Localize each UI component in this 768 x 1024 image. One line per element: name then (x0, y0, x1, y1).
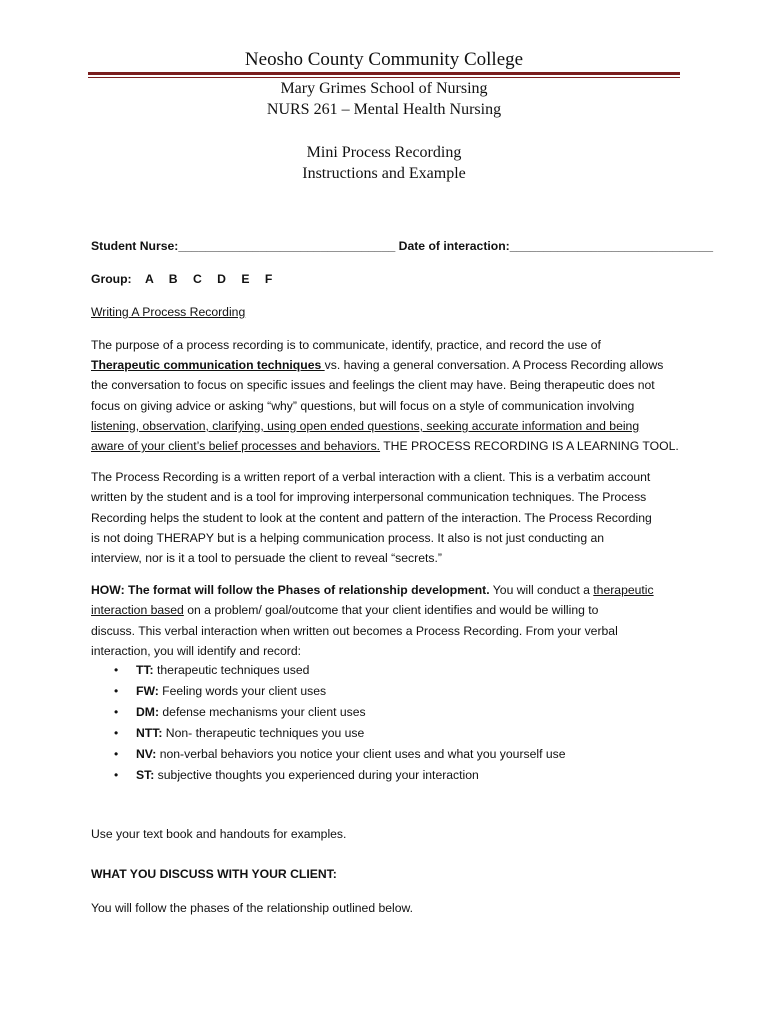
bullet-icon: • (114, 726, 119, 740)
group-option-d[interactable]: D (217, 272, 226, 286)
p5-text: You will follow the phases of the relationship outlined below. (91, 901, 414, 915)
p1-line-1: The purpose of a process recording is to communicate, identify, practice, and record the use of (91, 338, 601, 352)
list-item (91, 744, 691, 765)
list-item-abbr: NTT: (136, 726, 163, 740)
p1-line-6-underlined: aware of your client’s belief processes and behaviors. (91, 439, 381, 453)
list-item-text: Non- therapeutic techniques you use (162, 726, 365, 740)
bullet-icon: • (114, 684, 119, 698)
group-field (91, 269, 691, 290)
p2-line-2: written by the student and is a tool for improving interpersonal communication techniques. The Process (91, 490, 647, 504)
p1-line-6-rest: THE PROCESS RECORDING IS A LEARNING TOOL. (380, 439, 679, 453)
p1-line-2-rest: vs. having a general conversation. A Process Recording allows (324, 358, 664, 372)
list-item-abbr: DM: (136, 705, 160, 719)
p1-line-6 (91, 436, 691, 457)
list-item-text: defense mechanisms your client uses (159, 705, 366, 719)
p4-text: Use your text book and handouts for examples. (91, 827, 347, 841)
record-items-list (91, 660, 691, 786)
course-name: NURS 261 – Mental Health Nursing (266, 101, 502, 118)
student-nurse-blank[interactable]: ________________________________ (178, 239, 396, 253)
section-heading: Writing A Process Recording (91, 305, 246, 319)
p3-line-2 (91, 600, 691, 621)
school-name: Mary Grimes School of Nursing (280, 80, 488, 97)
list-item-text: Feeling words your client uses (158, 684, 327, 698)
student-nurse-field (91, 236, 714, 257)
group-option-e[interactable]: E (241, 272, 250, 286)
student-nurse-label: Student Nurse: (91, 239, 179, 253)
bullet-icon: • (114, 663, 119, 677)
list-item-text: subjective thoughts you experienced during your interaction (154, 768, 479, 782)
list-item (91, 681, 691, 702)
doc-title: Mini Process Recording (306, 144, 462, 161)
p2-line-5: interview, nor is it a tool to persuade the client to reveal “secrets.” (91, 551, 442, 565)
p3-how-heading: HOW: The format will follow the Phases of relationship development. (91, 583, 490, 597)
p3-line-4: interaction, you will identify and record: (91, 644, 302, 658)
p3-line-3: discuss. This verbal interaction when written out becomes a Process Recording. From your verbal (91, 624, 618, 638)
bullet-icon: • (114, 747, 119, 761)
list-item (91, 723, 691, 744)
group-option-f[interactable]: F (264, 272, 273, 286)
discuss-heading: WHAT YOU DISCUSS WITH YOUR CLIENT: (91, 867, 337, 881)
list-item (91, 660, 691, 681)
date-blank[interactable]: ______________________________ (509, 239, 714, 253)
p3-line-1-rest: You will conduct a (489, 583, 594, 597)
list-item (91, 702, 691, 723)
p1-line-3: the conversation to focus on specific issues and feelings the client may have. Being therapeutic does not (91, 378, 655, 392)
p1-line-5: listening, observation, clarifying, using open ended questions, seeking accurate information and being (91, 419, 640, 433)
group-option-b[interactable]: B (168, 272, 178, 286)
p3-line-2-rest: on a problem/ goal/outcome that your client identifies and would be willing to (183, 603, 599, 617)
group-option-c[interactable]: C (192, 272, 202, 286)
p1-emphasis-techniques: Therapeutic communication techniques (91, 358, 325, 372)
list-item-abbr: FW: (136, 684, 159, 698)
list-item-abbr: NV: (136, 747, 157, 761)
p2-line-3: Recording helps the student to look at the content and pattern of the interaction. The Process Recording (91, 511, 652, 525)
p1-line-4: focus on giving advice or asking “why” questions, but will focus on a style of communication involving (91, 399, 635, 413)
list-item-text: non-verbal behaviors you notice your client uses and what you yourself use (156, 747, 566, 761)
p1-line-2 (91, 355, 691, 376)
doc-subtitle: Instructions and Example (302, 165, 466, 182)
college-name: Neosho County Community College (244, 49, 524, 70)
p3-line-2-underlined: interaction based (91, 603, 184, 617)
list-item-abbr: TT: (136, 663, 154, 677)
header-rule-thick (88, 72, 680, 75)
list-item-abbr: ST: (136, 768, 155, 782)
p3-line-1 (91, 580, 691, 601)
group-option-a[interactable]: A (145, 272, 154, 286)
bullet-icon: • (114, 768, 119, 782)
bullet-icon: • (114, 705, 119, 719)
group-label: Group: (91, 272, 132, 286)
list-item (91, 765, 691, 786)
date-label: Date of interaction: (398, 239, 510, 253)
list-item-text: therapeutic techniques used (153, 663, 310, 677)
p2-line-1: The Process Recording is a written report of a verbal interaction with a client. This is a verbatim account (91, 470, 651, 484)
p2-line-4: is not doing THERAPY but is a helping communication process. It also is not just conducting an (91, 531, 605, 545)
p3-line-1-underlined: therapeutic (593, 583, 654, 597)
